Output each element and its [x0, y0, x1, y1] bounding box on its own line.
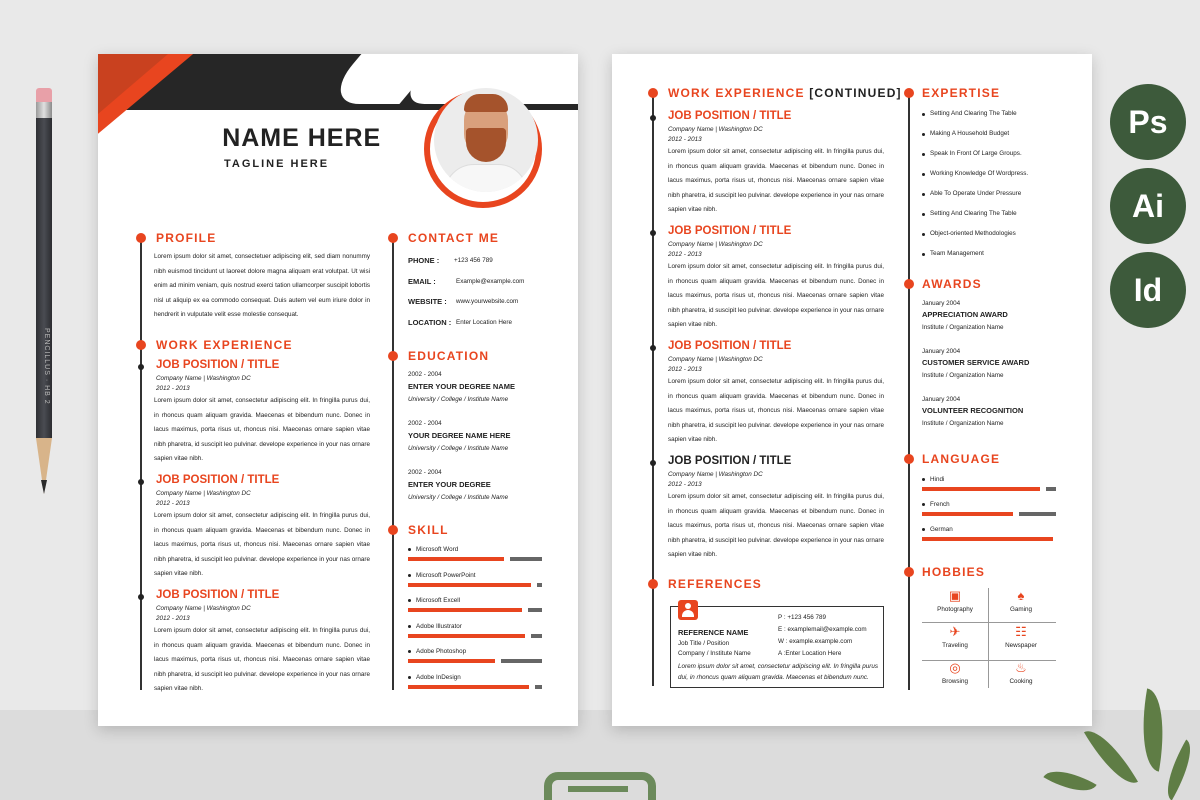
email-value: Example@example.com — [456, 278, 525, 285]
edu-institute: University / College / Institute Name — [408, 396, 509, 403]
skill-bullet — [408, 676, 411, 679]
job-company: Company Name | Washington DC — [668, 241, 763, 248]
job-years: 2012 - 2013 — [668, 481, 702, 488]
skill-label: Adobe Illustrator — [416, 622, 462, 630]
resume-name: YOUR NAME HERE — [138, 124, 382, 152]
job-company: Company Name | Washington DC — [668, 356, 763, 363]
job-years: 2012 - 2013 — [668, 251, 702, 258]
expertise-bullet — [922, 213, 925, 216]
language-dot — [904, 454, 914, 464]
expertise-bullet — [922, 113, 925, 116]
profile-photo — [434, 88, 538, 192]
award-name: VOLUNTEER RECOGNITION — [922, 406, 1024, 415]
expertise-item: Making A Household Budget — [930, 130, 1010, 137]
website-label: WEBSITE : — [408, 297, 447, 306]
contact-dot — [388, 233, 398, 243]
skill-bullet — [408, 625, 411, 628]
expertise-item: Team Management — [930, 250, 984, 257]
expertise-item: Setting And Clearing The Table — [930, 210, 1017, 217]
awards-dot — [904, 279, 914, 289]
expertise-bullet — [922, 233, 925, 236]
resume-page-2 — [612, 54, 1092, 726]
job-dot — [138, 364, 144, 370]
skill-bullet — [408, 548, 411, 551]
edu-degree: ENTER YOUR DEGREE — [408, 480, 491, 489]
edu-institute: University / College / Institute Name — [408, 494, 509, 501]
award-date: January 2004 — [922, 396, 961, 403]
globe-icon: ◎ — [949, 660, 961, 675]
job-text: Lorem ipsum dolor sit amet, consectetur adipiscing elit. In fringilla purus dui, in rhoncus quam aliquam gravida. Maecenas et bibendum nunc. Donec in lacus maximus, porta risus ut, rhoncus nisi. Maecenas ornare sapien vitae nibh pharetra, id suscipit leo pulvinar. develope experience in your nas ornare sapien vitae nibh. — [154, 397, 370, 462]
skill-bar-fill — [408, 685, 529, 689]
award-institute: Institute / Organization Name — [922, 324, 1004, 331]
photoshop-badge: Ps — [1110, 84, 1186, 160]
plane-icon: ✈ — [949, 624, 961, 639]
job-text: Lorem ipsum dolor sit amet, consectetur adipiscing elit. In fringilla purus dui, in rhoncus quam aliquam gravida. Maecenas et bibendum nunc. Donec in lacus maximus, porta risus ut, rhoncus nisi. Maecenas ornare sapien vitae nibh pharetra, id suscipit leo pulvinar. develope experience in your nas ornare sapien vitae nibh. — [668, 493, 884, 558]
timeline-line — [140, 238, 142, 690]
reference-phone: P : +123 456 789 — [778, 614, 827, 621]
expertise-dot — [904, 88, 914, 98]
hobbies-grid-line — [922, 622, 1056, 623]
profile-title: PROFILE — [156, 231, 217, 245]
hobby-label: Newspaper — [1005, 642, 1037, 649]
phone-value: +123 456 789 — [454, 257, 493, 264]
hobby-label: Photography — [937, 606, 973, 613]
skill-dot — [388, 525, 398, 535]
edu-years: 2002 - 2004 — [408, 469, 442, 476]
skill-bullet — [408, 574, 411, 577]
language-bullet — [922, 503, 925, 506]
job-years: 2012 - 2013 — [668, 366, 702, 373]
expertise-bullet — [922, 153, 925, 156]
location-label: LOCATION : — [408, 318, 452, 327]
job-title: JOB POSITION / TITLE — [156, 359, 280, 371]
education-dot — [388, 351, 398, 361]
job-dot — [650, 115, 656, 121]
job-company: Company Name | Washington DC — [156, 605, 251, 612]
job-company: Company Name | Washington DC — [156, 375, 251, 382]
skill-bar-fill — [408, 583, 531, 587]
expertise-item: Object-oriented Methodologies — [930, 230, 1016, 237]
language-title: LANGUAGE — [922, 452, 1001, 466]
job-text: Lorem ipsum dolor sit amet, consectetur adipiscing elit. In fringilla purus dui, in rhoncus quam aliquam gravida. Maecenas et bibendum nunc. Donec in lacus maximus, porta risus ut, rhoncus nisi. Maecenas ornare sapien vitae nibh pharetra, id suscipit leo pulvinar. develope experience in your nas ornare sapien vitae nibh. — [668, 263, 884, 328]
location-value: Enter Location Here — [456, 319, 513, 326]
job-text: Lorem ipsum dolor sit amet, consectetur adipiscing elit. In fringilla purus dui, in rhoncus quam aliquam gravida. Maecenas et bibendum nunc. Donec in lacus maximus, porta risus ut, rhoncus nisi. Maecenas ornare sapien vitae nibh pharetra, id suscipit leo pulvinar. develope experience in your nas ornare sapien vitae nibh. — [668, 148, 884, 213]
work-dot — [648, 88, 658, 98]
expertise-item: Working Knowledge Of Wordpress. — [930, 170, 1029, 177]
illustrator-badge: Ai — [1110, 168, 1186, 244]
skill-label: Adobe InDesign — [416, 673, 461, 681]
references-dot — [648, 579, 658, 589]
skill-bar-fill — [408, 608, 522, 612]
edu-institute: University / College / Institute Name — [408, 445, 509, 452]
skill-bar-fill — [408, 557, 504, 561]
job-text: Lorem ipsum dolor sit amet, consectetur adipiscing elit. In fringilla purus dui, in rhoncus quam aliquam gravida. Maecenas et bibendum nunc. Donec in lacus maximus, porta risus ut, rhoncus nisi. Maecenas ornare sapien vitae nibh pharetra, id suscipit leo pulvinar. develope experience in your nas ornare sapien vitae nibh. — [154, 512, 370, 577]
work-continued-title: WORK EXPERIENCE [CONTINUED] — [668, 86, 902, 100]
hobby-label: Gaming — [1009, 606, 1033, 613]
language-label: Hindi — [930, 476, 945, 483]
job-years: 2012 - 2013 — [668, 136, 702, 143]
hobby-label: Cooking — [1009, 678, 1033, 685]
job-dot — [138, 479, 144, 485]
camera-icon: ▣ — [948, 588, 962, 603]
skill-bullet — [408, 599, 411, 602]
phone-label: PHONE : — [408, 256, 440, 265]
job-text: Lorem ipsum dolor sit amet, consectetur adipiscing elit. In fringilla purus dui, in rhoncus quam aliquam gravida. Maecenas et bibendum nunc. Donec in lacus maximus, porta risus ut, rhoncus nisi. Maecenas ornare sapien vitae nibh pharetra, id suscipit leo pulvinar. develope experience in your nas ornare sapien vitae nibh. — [154, 627, 370, 692]
resume-page-1 — [98, 54, 578, 726]
job-text: Lorem ipsum dolor sit amet, consectetur adipiscing elit. In fringilla purus dui, in rhoncus quam aliquam gravida. Maecenas et bibendum nunc. Donec in lacus maximus, porta risus ut, rhoncus nisi. Maecenas ornare sapien vitae nibh pharetra, id suscipit leo pulvinar. develope experience in your nas ornare sapien vitae nibh. — [668, 378, 884, 443]
expertise-bullet — [922, 253, 925, 256]
newspaper-icon: ☷ — [1015, 624, 1027, 639]
award-institute: Institute / Organization Name — [922, 372, 1004, 379]
reference-text: Lorem ipsum dolor sit amet, consectetur adipiscing elit. In fringilla purus dui, in rhoncus quam aliquam gravida. Maecenas et bibendum nunc. — [678, 663, 878, 681]
pencil-decoration — [36, 88, 52, 498]
award-date: January 2004 — [922, 300, 961, 307]
hobby-label: Traveling — [942, 642, 968, 649]
pencil-text: PENCILLUS · HB 2 — [43, 328, 50, 405]
reference-job: Job Title / Position — [678, 640, 730, 647]
language-bullet — [922, 528, 925, 531]
language-bullet — [922, 478, 925, 481]
job-dot — [650, 460, 656, 466]
skill-bar-fill — [408, 659, 495, 663]
reference-address: A :Enter Location Here — [778, 650, 842, 657]
award-name: APPRECIATION AWARD — [922, 310, 1008, 319]
skill-label: Microsoft PowerPoint — [416, 571, 476, 579]
award-institute: Institute / Organization Name — [922, 420, 1004, 427]
job-title: JOB POSITION / TITLE — [156, 589, 280, 601]
expertise-bullet — [922, 193, 925, 196]
job-years: 2012 - 2013 — [156, 385, 190, 392]
language-label: French — [930, 501, 950, 508]
job-company: Company Name | Washington DC — [668, 471, 763, 478]
gamepad-icon: ♠ — [1017, 588, 1025, 603]
expertise-item: Able To Operate Under Pressure — [930, 190, 1022, 197]
job-title: JOB POSITION / TITLE — [668, 110, 792, 122]
website-value: www.yourwebsite.com — [456, 298, 519, 305]
skill-title: SKILL — [408, 523, 449, 537]
job-company: Company Name | Washington DC — [668, 126, 763, 133]
work-dot — [136, 340, 146, 350]
hobbies-title: HOBBIES — [922, 565, 986, 579]
edu-years: 2002 - 2004 — [408, 420, 442, 427]
hobby-label: Browsing — [942, 678, 968, 685]
email-label: EMAIL : — [408, 277, 436, 286]
job-years: 2012 - 2013 — [156, 615, 190, 622]
skill-label: Adobe Photoshop — [416, 648, 467, 655]
education-title: EDUCATION — [408, 349, 490, 363]
reference-company: Company / Institute Name — [678, 650, 751, 657]
language-bar-fill — [922, 537, 1053, 541]
award-date: January 2004 — [922, 348, 961, 355]
award-name: CUSTOMER SERVICE AWARD — [922, 358, 1030, 367]
right-timeline-line — [908, 94, 910, 690]
skill-bullet — [408, 650, 411, 653]
language-bar-fill — [922, 487, 1040, 491]
hobbies-grid-line — [988, 588, 989, 688]
edu-years: 2002 - 2004 — [408, 371, 442, 378]
expertise-bullet — [922, 173, 925, 176]
job-title: JOB POSITION / TITLE — [668, 455, 792, 467]
job-dot — [650, 230, 656, 236]
job-company: Company Name | Washington DC — [156, 490, 251, 497]
job-years: 2012 - 2013 — [156, 500, 190, 507]
hobbies-dot — [904, 567, 914, 577]
skill-bar-fill — [408, 634, 525, 638]
profile-dot — [136, 233, 146, 243]
right-timeline-line — [392, 238, 394, 690]
user-icon — [678, 600, 698, 620]
skill-label: Microsoft Word — [416, 546, 459, 553]
job-dot — [138, 594, 144, 600]
language-bar-fill — [922, 512, 1013, 516]
job-title: JOB POSITION / TITLE — [668, 225, 792, 237]
edu-degree: ENTER YOUR DEGREE NAME — [408, 382, 515, 391]
reference-name: REFERENCE NAME — [678, 628, 749, 637]
expertise-item: Setting And Clearing The Table — [930, 110, 1017, 117]
stapler-decoration — [540, 760, 660, 800]
expertise-bullet — [922, 133, 925, 136]
reference-email: E : examplemail@example.com — [778, 626, 867, 633]
indesign-badge: Id — [1110, 252, 1186, 328]
profile-text: Lorem ipsum dolor sit amet, consectetuer adipiscing elit, sed diam nonummy nibh euismod tincidunt ut laoreet dolore magna aliquam erat volutpat. Ut wisi enim ad minim veniam, quis nostrud exerci tation ullamcorper suscipit lobortis nisl ut aliquip ex ea commodo consequat. Duis autem vel eum iriure dolor in hendrerit in vulputate velit esse molestie consequat. — [154, 253, 370, 318]
expertise-title: EXPERTISE — [922, 86, 1001, 100]
work-title: WORK EXPERIENCE — [156, 338, 293, 352]
expertise-item: Speak In Front Of Large Groups. — [930, 150, 1022, 157]
job-title: JOB POSITION / TITLE — [668, 340, 792, 352]
contact-title: CONTACT ME — [408, 231, 500, 245]
job-dot — [650, 345, 656, 351]
language-label: German — [930, 526, 953, 533]
edu-degree: YOUR DEGREE NAME HERE — [408, 431, 511, 440]
awards-title: AWARDS — [922, 277, 982, 291]
chef-icon: ♨ — [1015, 660, 1027, 675]
references-title: REFERENCES — [668, 577, 763, 591]
resume-tagline: TAGLINE HERE — [224, 158, 330, 170]
job-title: JOB POSITION / TITLE — [156, 474, 280, 486]
skill-label: Microsoft Excell — [416, 597, 461, 604]
reference-web: W : example.example.com — [778, 638, 853, 645]
timeline-line — [652, 94, 654, 686]
